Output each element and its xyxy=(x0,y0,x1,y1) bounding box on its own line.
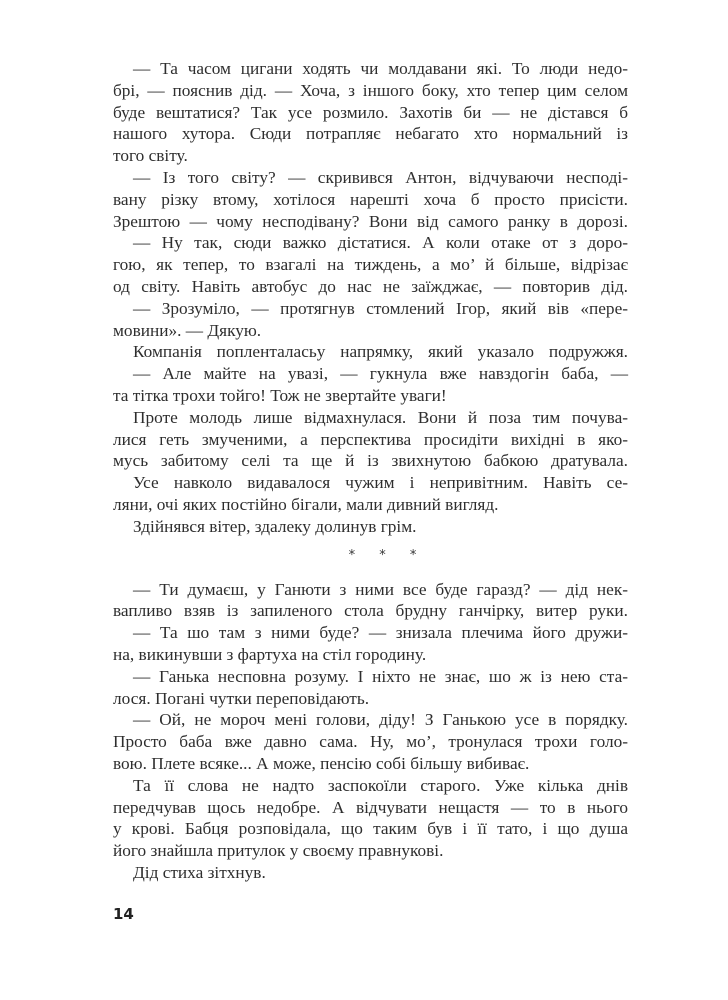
text-line: — Та шо там з ними буде? — знизала плечима його дружи- xyxy=(133,623,628,643)
text-line: лося. Погані чутки переповідають. xyxy=(113,688,370,708)
text-line: Дід стиха зітхнув. xyxy=(133,862,266,882)
text-line: од світу. Навіть автобус до нас не заїжджає, — повторив дід. xyxy=(113,276,628,296)
text-line: вапливо взяв із запиленого стола брудну ганчірку, витер руки. xyxy=(113,601,628,621)
text-line: гою, як тепер, то взагалі на тиждень, а мо’ й більше, відрізає xyxy=(113,255,628,275)
text-section-2 xyxy=(113,579,628,884)
text-line: Зрештою — чому несподівану? Вони від самого ранку в дорозі. xyxy=(113,211,628,231)
text-line: вану різку втому, хотілося нарешті хоча б просто присісти. xyxy=(113,189,628,209)
text-line: Здійнявся вітер, здалеку долинув грім. xyxy=(133,516,417,536)
text-line: вою. Плете всяке... А може, пенсію собі більшу вибиває. xyxy=(113,753,530,773)
section-separator: * * * xyxy=(348,547,427,563)
text-line: мусь забитому селі та ще й із звихнутою бабкою дратувала. xyxy=(113,451,628,471)
text-line: лися геть змученими, а перспектива просидіти вихідні в яко- xyxy=(113,429,628,449)
text-line: — Та часом цигани ходять чи молдавани які. То люди недо- xyxy=(133,59,628,78)
text-line: — Ой, не мороч мені голови, діду! З Ганькою усе в порядку. xyxy=(133,710,628,730)
page-number: 14 xyxy=(113,905,134,923)
text-line: мовини». — Дякую. xyxy=(113,320,262,340)
book-page-body xyxy=(113,58,628,884)
text-line: нашого хутора. Сюди потрапляє небагато хто нормальний із xyxy=(113,124,628,144)
text-line: на, викинувши з фартуха на стіл городину. xyxy=(113,644,427,664)
text-line: передчував щось недобре. А відчувати нещастя — то в нього xyxy=(113,797,628,817)
text-line: ляни, очі яких постійно бігали, мали дивний вигляд. xyxy=(113,494,499,514)
text-line: Просто баба вже давно сама. Ну, мо’, тронулася трохи голо- xyxy=(113,732,628,752)
text-line: у крові. Бабця розповідала, що таким був і її тато, і що душа xyxy=(113,819,628,839)
text-line: — Зрозуміло, — протягнув стомлений Ігор, який вів «пере- xyxy=(133,298,628,318)
text-line: буде вештатися? Так усе розмило. Захотів би — не дістався б xyxy=(113,102,628,122)
text-line: Компанія попленталасьу напрямку, який указало подружжя. xyxy=(133,342,628,362)
text-line: та тітка трохи тойго! Тож не звертайте уваги! xyxy=(113,385,447,405)
text-line: — Але майте на увазі, — гукнула вже навздогін баба, — xyxy=(133,364,628,384)
text-line: його знайшла притулок у своєму правнукові. xyxy=(113,841,444,861)
text-line: — Із того світу? — скривився Антон, відчуваючи несподі- xyxy=(133,167,628,187)
text-line: — Ну так, сюди важко дістатися. А коли отаке от з доро- xyxy=(133,233,628,253)
text-line: брі, — пояснив дід. — Хоча, з іншого боку, хто тепер цим селом xyxy=(113,80,628,100)
text-line: Проте молодь лише відмахнулася. Вони й поза тим почува- xyxy=(133,407,628,427)
text-section-1 xyxy=(113,58,628,538)
text-line: — Ганька несповна розуму. І ніхто не знає, шо ж із нею ста- xyxy=(133,666,628,686)
text-line: того світу. xyxy=(113,146,188,166)
text-line: Усе навколо видавалося чужим і непривітним. Навіть се- xyxy=(133,473,628,493)
text-line: Та її слова не надто заспокоїли старого. Уже кілька днів xyxy=(133,775,628,795)
text-line: — Ти думаєш, у Ганюти з ними все буде гаразд? — дід нек- xyxy=(133,579,628,599)
